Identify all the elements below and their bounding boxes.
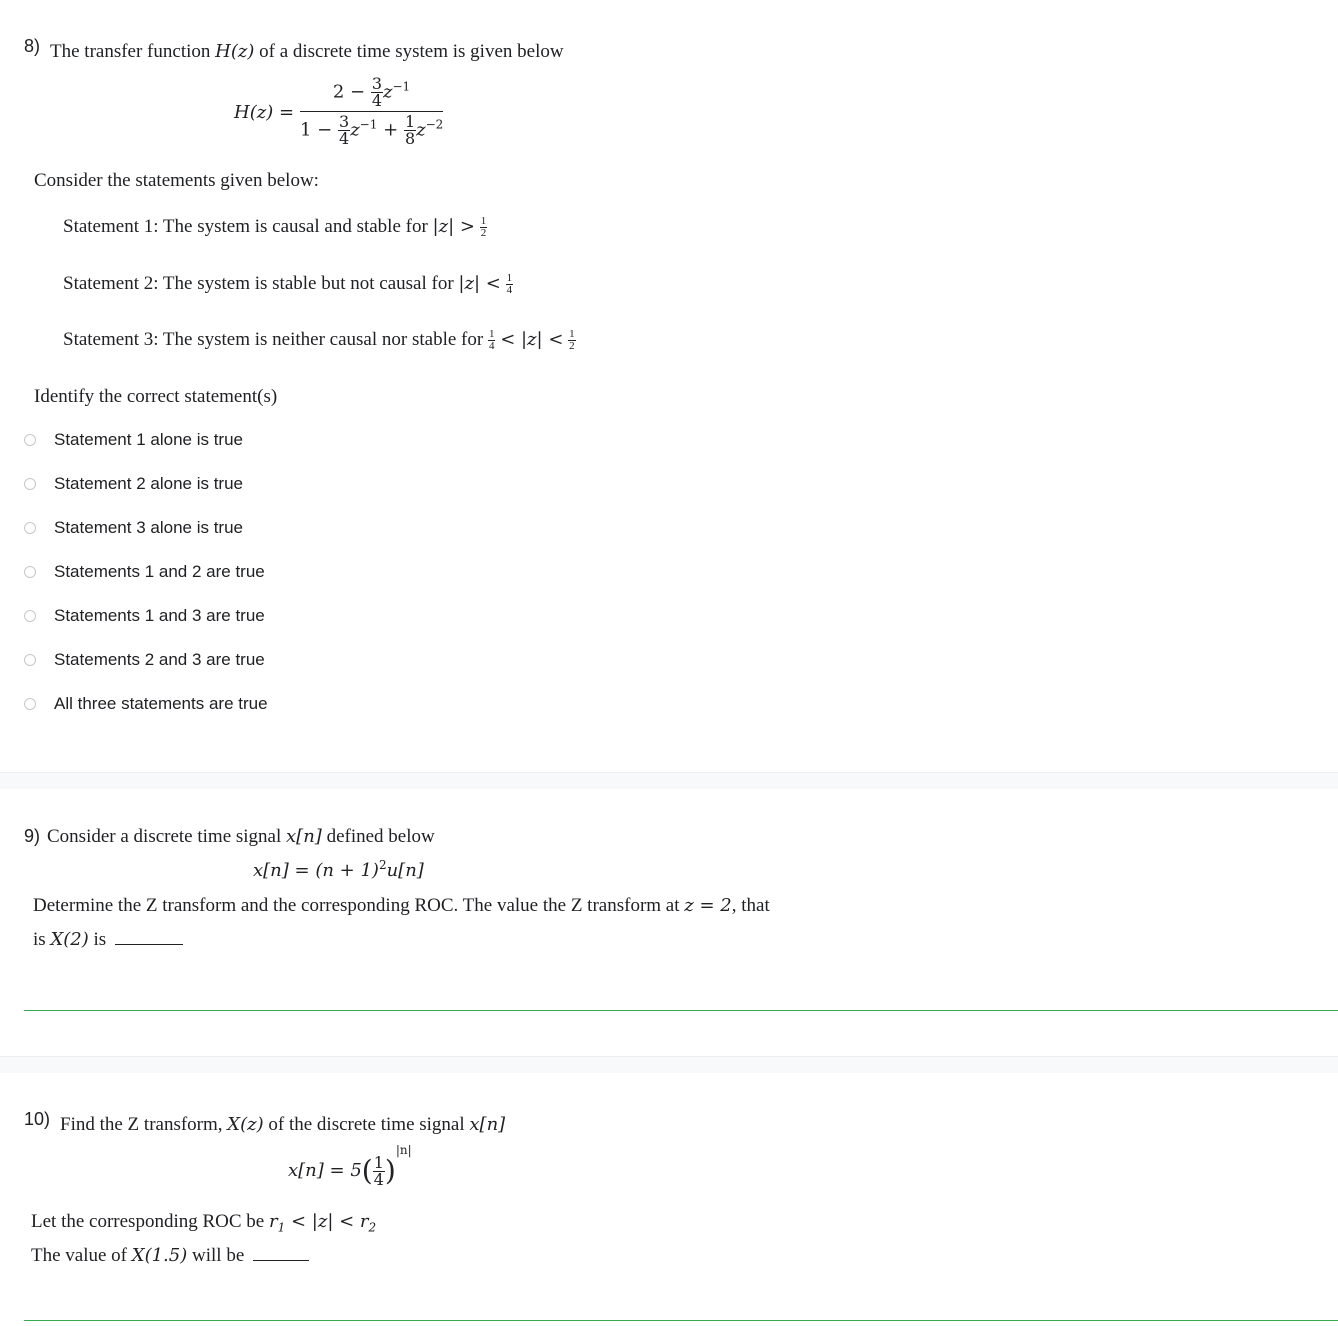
question-10-number: 10) [24, 1109, 51, 1129]
option-statement-3-alone[interactable] [24, 516, 243, 540]
option-all-three[interactable] [24, 692, 268, 716]
q10-formula: x[n] = 5( $\frac{1}{4}$ )$^{|n|}$ [288, 1143, 412, 1189]
q9-blank [115, 944, 183, 945]
q8-statement-2: Statement 2: The system is stable but not causal for |z| < $\frac{1}{4}$ [63, 272, 513, 297]
radio-button[interactable] [24, 478, 36, 490]
option-statement-2-alone[interactable] [24, 472, 243, 496]
option-label: All three statements are true [54, 694, 268, 713]
q8-formula-numerator: 2 − $\frac{3}{4}$ $z^{-1}$ [300, 76, 443, 112]
q10-value-line: The value of X(1.5) will be [31, 1245, 309, 1267]
q8-statement-3: Statement 3: The system is neither causal nor stable for $\frac{1}{4}$ < |z| < $\frac{1}{2}$ [63, 328, 575, 353]
option-label: Statements 2 and 3 are true [54, 650, 265, 669]
question-10-intro: Find the Z transform, X(z) of the discrete time signal x[n] [60, 1114, 506, 1135]
q8-formula-lhs: H(z) = [234, 102, 295, 123]
radio-button[interactable] [24, 566, 36, 578]
option-label: Statements 1 and 2 are true [54, 562, 265, 581]
q9-formula: $x[n] = (n + 1)^2u[n]$ [253, 858, 424, 881]
radio-button[interactable] [24, 698, 36, 710]
option-label: Statements 1 and 3 are true [54, 606, 265, 625]
option-statements-1-and-2[interactable] [24, 560, 265, 584]
q8-statement-1: Statement 1: The system is causal and stable for |z| > $\frac{1}{2}$ [63, 215, 487, 240]
q9-question-line-2: is X(2) is [33, 929, 183, 951]
option-label: Statement 1 alone is true [54, 430, 244, 449]
q8-formula-denominator: 1 − $\frac{3}{4}$ $z^{-1}$ + $\frac{1}{8}$ $z^{-2}$ [300, 112, 444, 148]
radio-button[interactable] [24, 654, 36, 666]
radio-button[interactable] [24, 610, 36, 622]
q9-question-line-1: Determine the Z transform and the corresponding ROC. The value the Z transform at z = 2, that [33, 895, 770, 916]
question-separator [0, 1056, 1338, 1073]
q8-intro-after: of a discrete time system is given below [259, 41, 564, 62]
radio-button[interactable] [24, 434, 36, 446]
question-8-intro [50, 41, 564, 63]
q8-intro-before: The transfer function [50, 41, 211, 62]
radio-button[interactable] [24, 522, 36, 534]
q10-blank [253, 1260, 309, 1261]
question-9-number: 9) [24, 826, 41, 846]
q8-intro-fn: H(z) [215, 41, 255, 62]
question-9-intro: Consider a discrete time signal x[n] defined below [47, 826, 435, 847]
option-label: Statement 2 alone is true [54, 474, 244, 493]
q8-consider-text: Consider the statements given below: [34, 170, 319, 191]
question-8-number: 8) [24, 36, 41, 56]
q8-formula-fraction [300, 76, 443, 147]
option-label: Statement 3 alone is true [54, 518, 244, 537]
q8-identify-text: Identify the correct statement(s) [34, 386, 278, 407]
option-statements-2-and-3[interactable] [24, 648, 265, 672]
q10-answer-input[interactable] [24, 1320, 1338, 1321]
q9-answer-input[interactable] [24, 1010, 1338, 1011]
option-statement-1-alone[interactable] [24, 428, 243, 452]
q10-roc-line: Let the corresponding ROC be $r_1 < |z| < r_2$ [31, 1211, 377, 1235]
option-statements-1-and-3[interactable] [24, 604, 265, 628]
question-separator [0, 772, 1338, 789]
